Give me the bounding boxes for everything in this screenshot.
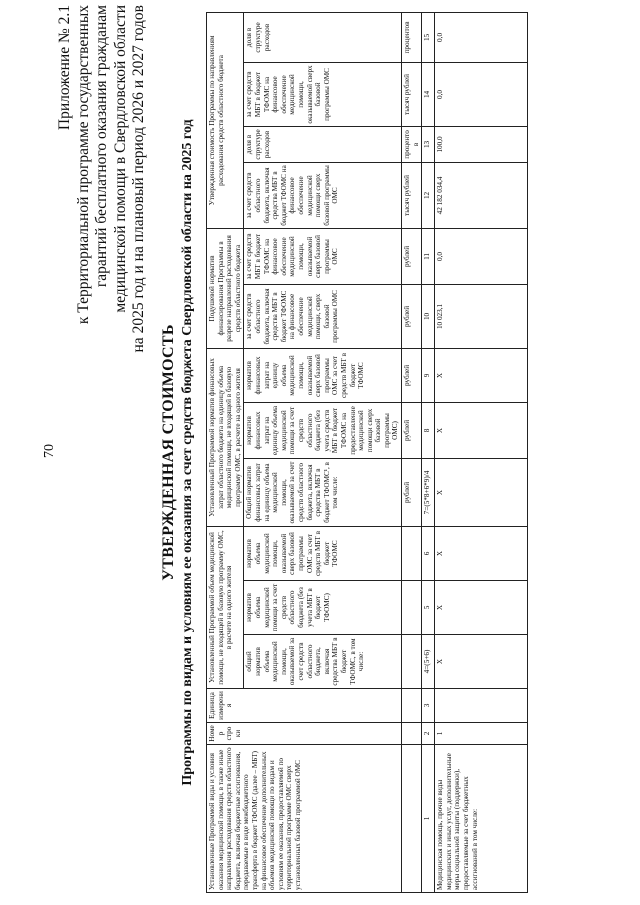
- unit-cell: [402, 526, 422, 580]
- subheader-c6: норматив объема медицинской помощи, оказываемой сверх базовой программы ОМС за счет средств МБТ в бюджет ТФОМС: [244, 526, 402, 580]
- unit-cell: [402, 723, 422, 745]
- cell-c7: X: [435, 458, 528, 526]
- unit-cell: [402, 745, 422, 893]
- unit-c15: процентов: [402, 12, 422, 62]
- subheader-c9: норматив финансовых затрат на единицу объема медицинской помощи, оказываемой сверх базовой программы ОМС за счет средств МБТ в бюджет ТФОМС: [244, 348, 402, 402]
- group-cost-header: Утвержденная стоимость Программы по направлениям расходования средств областного бюджета: [207, 12, 244, 228]
- subheader-c15: доля в структуре расходов: [244, 12, 402, 62]
- appendix-line: на 2025 год и на плановый период 2026 и 2027 годов: [130, 5, 148, 353]
- header-row-groups: [207, 12, 244, 892]
- cell-c9: X: [435, 348, 528, 402]
- col-number: 14: [422, 62, 435, 126]
- group-normative-header: Установленный Программой норматив финансовых затрат областного бюджета на единицу объема медицинской помощи, не входящей в базовую программу ОМС, в расчете на одного жителя: [207, 348, 244, 526]
- col-number: 2: [422, 723, 435, 745]
- column-numbers-row: [422, 12, 435, 892]
- unit-c11: рублей: [402, 228, 422, 284]
- cell-c10: 10 023,1: [435, 284, 528, 348]
- cell-c4: X: [435, 635, 528, 689]
- units-row: [402, 12, 422, 892]
- col-number: 9: [422, 348, 435, 402]
- col-number: 11: [422, 228, 435, 284]
- cost-table: [206, 12, 528, 893]
- cell-c6: X: [435, 526, 528, 580]
- appendix-line: к Территориальной программе государственных: [74, 5, 92, 325]
- appendix-line: Приложение № 2.1: [56, 5, 73, 131]
- subheader-c8: норматив финансовых затрат на единицу объема медицинской помощи за счет средств областного бюджета (без учета средств МБТ в бюджет ТФОМС на предоставление медицинской помощи сверх базовой программы ОМС): [244, 402, 402, 458]
- unit-cell: [402, 635, 422, 689]
- appendix-line: гарантий бесплатного оказания гражданам: [93, 5, 111, 288]
- col3-header: Единица измерения: [207, 689, 402, 723]
- row-number: 1: [435, 723, 528, 745]
- group-per-capita-header: Подушевой норматив финансирования Программы в разрезе направлений расходования средств областного бюджета: [207, 228, 244, 348]
- cell-c12: 42 182 034,4: [435, 162, 528, 228]
- subheader-c13: доля в структуре расходов: [244, 126, 402, 162]
- col-number: 10: [422, 284, 435, 348]
- row-label: Медицинская помощь, прочие виды медицинских и иных услуг, дополнительные меры социальной защиты (поддержки), предоставляемые за счет бюджетных ассигнований в том числе:: [435, 745, 528, 893]
- col-number: 1: [422, 745, 435, 893]
- col-number: 13: [422, 126, 435, 162]
- subheader-c10: за счет средств областного бюджета, включая средства МБТ в бюджет ТФОМС на финансовое обеспечение медицинской помощи, сверх базовой программы ОМС: [244, 284, 402, 348]
- unit-c14: тысяч рублей: [402, 62, 422, 126]
- unit-c10: рублей: [402, 284, 422, 348]
- col-number: 7=(5*8+6*9)/4: [422, 458, 435, 526]
- cell-c14: 0,0: [435, 62, 528, 126]
- col-number: 8: [422, 402, 435, 458]
- subheader-c14: за счет средств МБТ в бюджет ТФОМС на финансовое обеспечение медицинской помощи, оказываемой сверх базовой программы ОМС: [244, 62, 402, 126]
- appendix-header: [56, 5, 149, 525]
- unit-c13: процентов: [402, 126, 422, 162]
- unit-c8: рублей: [402, 402, 422, 458]
- group-volume-header: Установленный Программой объем медицинской помощи, не входящей в базовую программу ОМС, в расчете на одного жителя: [207, 526, 244, 688]
- col-number: 15: [422, 12, 435, 62]
- col-number: 6: [422, 526, 435, 580]
- cell-c5: X: [435, 581, 528, 635]
- subheader-c4: общий норматив объема медицинской помощи, оказываемой за счет средств областного бюджета, включая средства МБТ в бюджет ТФОМС, в том числе:: [244, 635, 402, 689]
- unit-c12: тысяч рублей: [402, 162, 422, 228]
- unit-c9: рублей: [402, 348, 422, 402]
- appendix-line: медицинской помощи в Свердловской области: [111, 5, 129, 313]
- subheader-c7: Общий норматив финансовых затрат на единицу объема медицинской помощи, оказываемой за счет средств областного бюджета, включая средства МБТ в бюджет ТФОМС¹, в том числе:: [244, 458, 402, 526]
- document-subtitle: Программы по видам и условиям ее оказания за счет средств бюджета Свердловской области на 2025 год: [180, 119, 195, 786]
- table-row: [435, 12, 528, 892]
- col2-header: Номер строки: [207, 723, 402, 745]
- subheader-c5: норматив объема медицинской помощи за счет средств областного бюджета (без учета МБТ в бюджет ТФОМС): [244, 581, 402, 635]
- subheader-c11: за счет средств МБТ в бюджет ТФОМС на финансовое обеспечение медицинской помощи, оказываемой сверх базовой программы ОМС: [244, 228, 402, 284]
- unit-cell: [402, 581, 422, 635]
- page-number: 70: [42, 444, 57, 458]
- col1-header: Установленные Программой виды и условия оказания медицинской помощи, в также иные направления расходования средств областного бюджета, включая бюджетные ассигнования, передаваемые в виде межбюджетного трансферта в бюджет ТФОМС (далее – МБТ) на финансовое обеспечение дополнительных объемов медицинской помощи по видам и условиям ее оказания, предоставляемой по территориальной программе ОМС сверх установленных базовой программой ОМС: [207, 745, 402, 893]
- cell-c15: 0,0: [435, 12, 528, 62]
- subheader-c12: за счет средств областного бюджета, включая средства МБТ в бюджет ТФОМС на финансовое обеспечение медицинской помощи сверх базовой программы ОМС: [244, 162, 402, 228]
- row-unit: [435, 689, 528, 723]
- cell-c11: 0,0: [435, 228, 528, 284]
- col-number: 12: [422, 162, 435, 228]
- unit-cell: [402, 689, 422, 723]
- col-number: 3: [422, 689, 435, 723]
- col-number: 5: [422, 581, 435, 635]
- col-number: 4=(5+6): [422, 635, 435, 689]
- document-title: УТВЕРЖДЕННАЯ СТОИМОСТЬ: [160, 324, 177, 581]
- cell-c13: 100,0: [435, 126, 528, 162]
- cell-c8: X: [435, 402, 528, 458]
- unit-c7: рублей: [402, 458, 422, 526]
